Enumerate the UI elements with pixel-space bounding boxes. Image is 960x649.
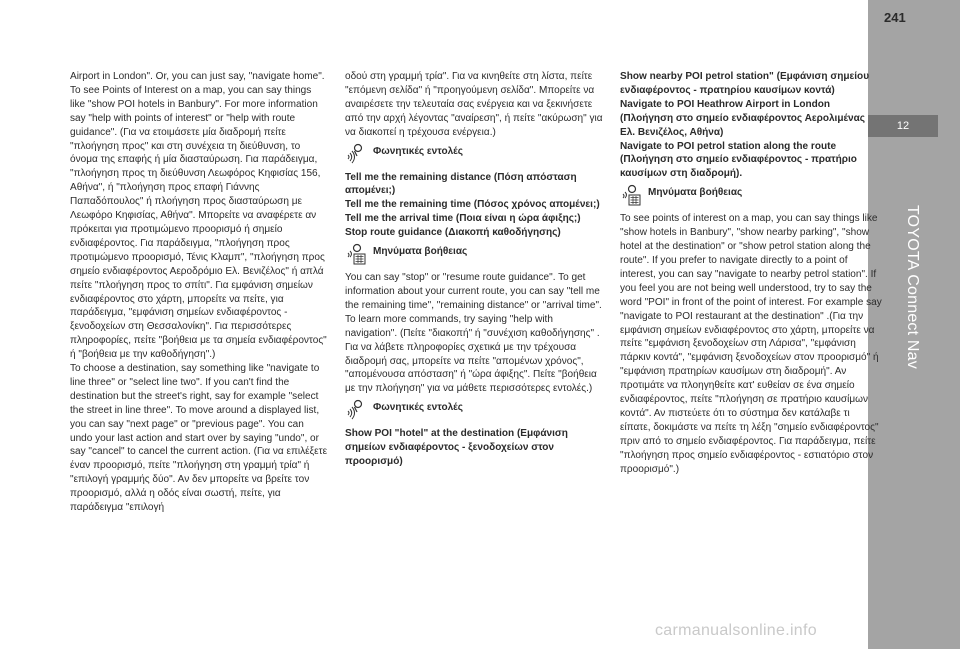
paragraph: To see points of interest on a map, you can say things like "show hotels in Banbury", "show nearby parking", "show hotel at the destination" or "show petrol station along the route". If you prefer to navigate directly to a point of interest, you can say "navigate to nearby petrol station". If you feel you are not being well understood, try to say the word "POI" in front of the point of interest. For example say "navigate to POI restaurant at the destination" .(Για την εμφάνιση σημείων ενδιαφέροντος στο χάρτη, μπορείτε να πείτε "εμφάνιση ξενοδοχείων στη Λάρισα", "εμφάνιση πάρκιν κοντά", "εμφάνιση ξενοδοχείων στον προορισμό" ή "εμφάνιση πρατηρίων καυσίμων στη διαδρομή". Αν προτιμάτε να πλοηγηθείτε κατ' ευθείαν σε ένα σημείο ενδιαφέροντος, πείτε "πλοήγηση σε πρατήριο καυσίμων κοντά". Αν πιστεύετε ότι το σύστημα δεν κατάλαβε τι είπατε, δοκιμάστε να πείτε τη λέξη "σημείο ενδιαφέροντος" πριν από το σημείο ενδιαφέροντος. Για παράδειγμα, πείτε "πλοήγηση προς σημείο ενδιαφέροντος - εστιατόριο στον προορισμό".)	[620, 213, 882, 475]
command-line: Navigate to POI petrol station along the route (Πλοήγηση στο σημείο ενδιαφέροντος - πρατήριο καυσίμων στη διαδρομή).	[620, 140, 857, 180]
help-messages-header	[620, 184, 882, 206]
help-messages-label: Μηνύματα βοήθειας	[373, 246, 468, 258]
watermark: carmanualsonline.info	[655, 622, 817, 639]
page-number: 241	[884, 10, 906, 25]
voice-commands-header	[345, 399, 605, 421]
help-messages-header	[345, 243, 605, 265]
paragraph: Airport in London". Or, you can just say, "navigate home". To see Points of Interest on a map, you can say things like "show POI hotels in Banbury". For more information say "help with points of interest" or "help with route guidance". (Για να ετοιμάσετε μία διαδρομή πείτε "πλοήγηση προς" και στη συνέχεια τη διεύθυνση, το όνομα της επαφής ή μία διασταύρωση. Για παράδειγμα, "πλοήγηση προς τη διεύθυνση Λεωφόρος Κηφισίας 156, Αθήνα", ή "πλοήγηση προς επαφή Γιάννης Παπαδόπουλος" ή πλοήγηση προς διασταύρωση με Λεωφόρο Κηφισίας, Αθήνα". Μπορείτε να αναφέρετε αν πρόκειται για προτιμώμενο προορισμό ή σημείο ενδιαφέροντος. Για παράδειγμα, "πλοήγηση προς προτιμώμενο προορισμό, Τένις Κλαμπ", "πλοήγηση προς σημείο ενδιαφέροντος Αεροδρόμιο Ελ. Βενιζέλος" ή απλά πείτε "πλοήγηση προς το σπίτι". Για εμφάνιση σημείων ενδιαφέροντος στο χάρτη, μπορείτε να πείτε, για παράδειγμα, "εμφάνιση σημείων ενδιαφέροντος - ξενοδοχείων στη Θεσσαλονίκη". Για περισσότερες πληροφορίες, πείτε "βοήθεια με τα σημεία ενδιαφέροντος" ή "βοήθεια με την καθοδήγηση".)	[70, 71, 327, 361]
paragraph: οδού στη γραμμή τρία". Για να κινηθείτε στη λίστα, πείτε "επόμενη σελίδα" ή "προηγούμενη σελίδα". Μπορείτε να αναιρέσετε την τελευταία σας ενέργεια και να ξεκινήσετε από την αρχή λέγοντας "αναίρεση", ή πείτε "ακύρωση" για να διακοπεί η τρέχουσα ενέργεια.)	[345, 71, 603, 138]
column-1	[70, 70, 328, 515]
paragraph: You can say "stop" or "resume route guidance". To get information about your current route, you can say "tell me the remaining time", "remaining distance" or "arrival time". To learn more commands, try saying "help with navigation". (Πείτε "διακοπή" ή "συνέχιση καθοδήγησης" . Για να λάβετε πληροφορίες σχετικά με την τρέχουσα διαδρομή σας, μπορείτε να πείτε "απομένων χρόνος", "απομένουσα απόσταση" ή "ώρα άφιξης". Πείτε "βοήθεια με την πλοήγηση" για να μάθετε περισσότερες εντολές.)	[345, 272, 602, 395]
command-line: Navigate to POI Heathrow Airport in London (Πλοήγηση στο σημείο ενδιαφέροντος Αερολιμένας Ελ. Βενιζέλος, Αθήνα)	[620, 98, 866, 138]
voice-commands-label: Φωνητικές εντολές	[373, 145, 463, 157]
help-message-icon	[345, 243, 367, 265]
voice-command-icon	[345, 143, 367, 165]
command-line: Tell me the arrival time (Ποια είναι η ώρα άφιξης;)	[345, 213, 581, 225]
command-line: Tell me the remaining distance (Πόση απόσταση απομένει;)	[345, 171, 577, 197]
command-line: Show POI "hotel" at the destination (Εμφάνιση σημείων ενδιαφέροντος - ξενοδοχείων στον προορισμό)	[345, 428, 568, 468]
command-line: Show nearby POI petrol station" (Εμφάνιση σημείου ενδιαφέροντος - πρατηρίου καυσίμων κοντά)	[620, 71, 870, 96]
chapter-number-badge: 12	[868, 115, 938, 137]
command-line: Tell me the remaining time (Πόσος χρόνος απομένει;)	[345, 199, 600, 211]
paragraph: To choose a destination, say something like "navigate to line three" or "select line two". If you can't find the destination but the street's right, say for example "select the street in line three". To move around a displayed list, you can say "next page" or "previous page". You can undo your last action and start over by saying "undo", or say "cancel" to cancel the current action. (Για να επιλέξετε έναν προορισμό, πείτε "πλοήγηση στη γραμμή τρία" ή "επιλογή γραμμής δύο". Αν δεν μπορείτε να βρείτε τον προορισμό, αλλά η οδός είναι σωστή, πείτε, για παράδειγμα "επιλογή	[70, 363, 328, 514]
voice-commands-header	[345, 143, 605, 165]
voice-commands-label: Φωνητικές εντολές	[373, 402, 463, 414]
voice-command-icon	[345, 399, 367, 421]
column-2	[345, 70, 605, 469]
help-messages-label: Μηνύματα βοήθειας	[648, 187, 743, 199]
help-message-icon	[620, 184, 642, 206]
chapter-title: TOYOTA Connect Nav	[904, 205, 921, 369]
command-line: Stop route guidance (Διακοπή καθοδήγησης)	[345, 227, 561, 239]
column-3	[620, 70, 882, 476]
